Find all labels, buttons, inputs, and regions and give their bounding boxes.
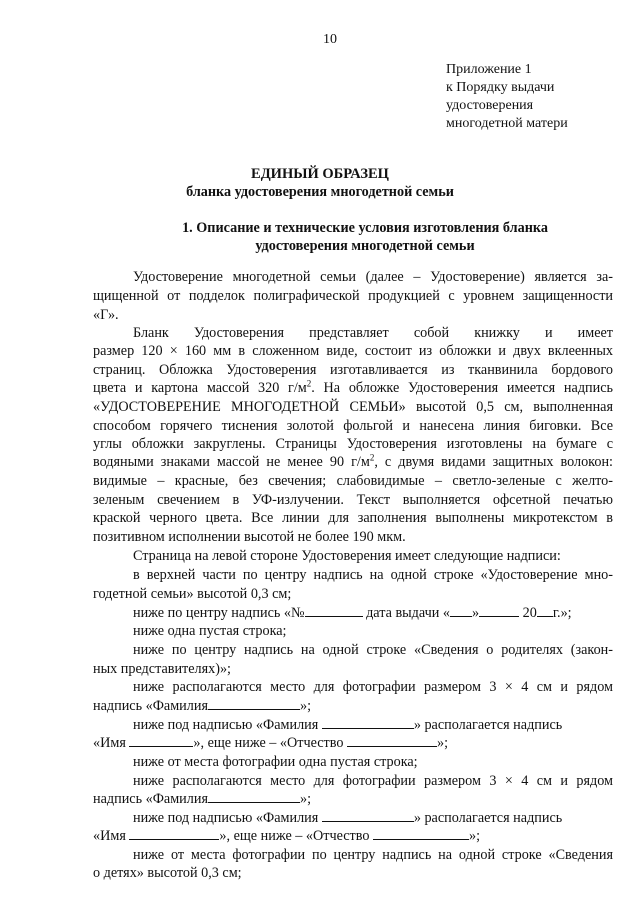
text-line: «Имя », еще ниже – «Отчество »; bbox=[93, 735, 449, 751]
document-subtitle: бланка удостоверения многодетной семьи bbox=[186, 184, 454, 200]
text-line: цвета и картона массой 320 $г/м^2$. На обложке Удостоверения имеется надпись bbox=[93, 378, 613, 396]
number-blank bbox=[305, 604, 363, 617]
text-line: в верхней части по центру надпись на одной строке «Удостоверение мно- bbox=[133, 567, 613, 583]
surname-blank bbox=[208, 790, 300, 803]
text-line: щищенной от подделок полиграфической продукцией с уровнем защищенности bbox=[93, 288, 613, 304]
text-line: Бланк Удостоверения представляет собой книжку и имеет bbox=[133, 325, 613, 341]
text-line: ниже одна пустая строка; bbox=[133, 623, 287, 639]
text-line: надпись «Фамилия »; bbox=[93, 791, 312, 807]
text-line: ниже под надписью «Фамилия » располагается надпись bbox=[133, 717, 563, 733]
text-line: краской черного цвета. Все линии для заполнения выполнены микротекстом в bbox=[93, 510, 613, 526]
surname-blank bbox=[322, 716, 414, 729]
appendix-line: многодетной матери bbox=[446, 116, 568, 131]
surname-blank bbox=[322, 809, 414, 822]
patronymic-blank bbox=[373, 827, 469, 840]
text-line: о детях» высотой 0,3 см; bbox=[93, 865, 242, 881]
text-line: зеленым свечением в УФ-излучении. Текст выполняется офсетной печатью bbox=[93, 492, 613, 508]
text-line: ниже от места фотографии по центру надпись на одной строке «Сведения bbox=[133, 847, 613, 863]
month-blank bbox=[479, 604, 519, 617]
text-line: ниже располагаются место для фотографии размером 3 × 4 см и рядом bbox=[133, 773, 613, 789]
name-blank bbox=[129, 827, 219, 840]
patronymic-blank bbox=[347, 734, 437, 747]
text-line: «УДОСТОВЕРЕНИЕ МНОГОДЕТНОЙ СЕМЬИ» высотой 0,5 см, выполненная bbox=[93, 399, 613, 415]
surname-blank bbox=[208, 697, 300, 710]
document-title: ЕДИНЫЙ ОБРАЗЕЦ bbox=[251, 166, 389, 182]
text-line: страниц. Обложка Удостоверения изготавливается из тканвинила бордового bbox=[93, 362, 613, 378]
text-line: ниже под надписью «Фамилия » располагается надпись bbox=[133, 810, 563, 826]
text-line: позитивном исполнении высотой не более 190 мкм. bbox=[93, 529, 406, 545]
text-line: ных представителях)»; bbox=[93, 661, 231, 677]
text-line: «Г». bbox=[93, 307, 119, 323]
text-line: ниже по центру надпись на одной строке «Сведения о родителях (закон- bbox=[133, 642, 613, 658]
section-heading: удостоверения многодетной семьи bbox=[255, 238, 475, 254]
text-line: углы обложки закруглены. Страницы Удостоверения изготовлены на бумаге с bbox=[93, 436, 613, 452]
page-number: 10 bbox=[323, 32, 337, 47]
text-line: надпись «Фамилия »; bbox=[93, 698, 312, 714]
text-line: «Имя », еще ниже – «Отчество »; bbox=[93, 828, 481, 844]
text-line: водяными знаками массой не менее 90 $г/м^2$, с двумя видами защитных волокон: bbox=[93, 452, 613, 470]
appendix-line: Приложение 1 bbox=[446, 62, 532, 77]
section-heading: 1. Описание и технические условия изготовления бланка bbox=[182, 220, 548, 236]
text-line: ниже от места фотографии одна пустая строка; bbox=[133, 754, 418, 770]
year-blank bbox=[537, 604, 553, 617]
text-line: Страница на левой стороне Удостоверения имеет следующие надписи: bbox=[133, 548, 561, 564]
text-line: Удостоверение многодетной семьи (далее – Удостоверение) является за- bbox=[133, 269, 613, 285]
text-line: ниже по центру надпись «№ дата выдачи « » 20 г.»; bbox=[133, 605, 572, 621]
name-blank bbox=[129, 734, 193, 747]
text-line: видимые – красные, без свечения; слабовидимые – светло-зеленые с желто- bbox=[93, 473, 613, 489]
text-line: размер 120 × 160 мм в сложенном виде, состоит из обложки и двух вклеенных bbox=[93, 343, 613, 359]
appendix-line: удостоверения bbox=[446, 98, 534, 113]
day-blank bbox=[450, 604, 472, 617]
appendix-line: к Порядку выдачи bbox=[446, 80, 555, 95]
text-line: годетной семьи» высотой 0,3 см; bbox=[93, 586, 292, 602]
text-line: способом горячего тиснения золотой фольгой и нанесена линия биговки. Все bbox=[93, 418, 613, 434]
text-line: ниже располагаются место для фотографии размером 3 × 4 см и рядом bbox=[133, 679, 613, 695]
